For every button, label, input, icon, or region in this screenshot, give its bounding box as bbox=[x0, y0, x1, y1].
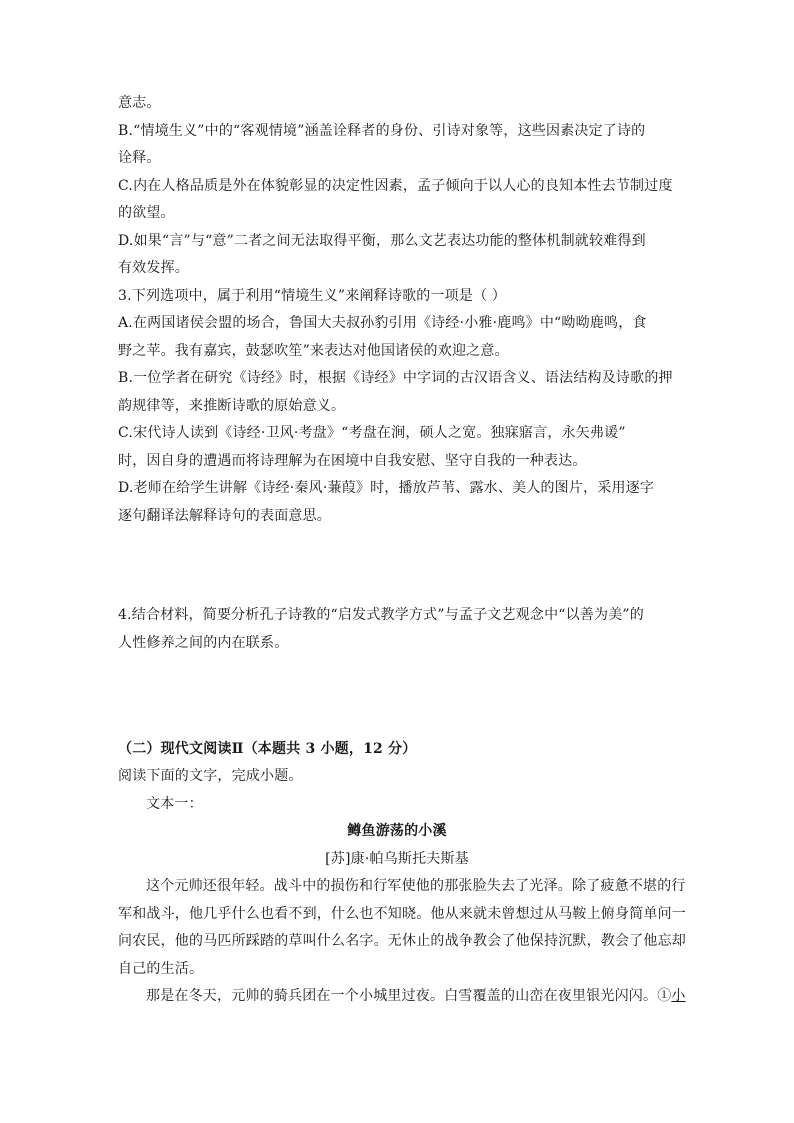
paragraph1-line4: 自己的生活。 bbox=[118, 961, 204, 977]
paragraph1-line2: 军和战斗，他几乎什么也看不到，什么也不知晓。他从来就未曾想过从马鞍上俯身简单问一 bbox=[118, 906, 686, 922]
paragraph1-line3: 问农民，他的马匹所踩踏的草叫什么名字。无休止的战争教会了他保持沉默，教会了他忘却 bbox=[118, 933, 686, 949]
q3-option-d-line2: 逐句翻译法解释诗句的表面意思。 bbox=[118, 508, 331, 524]
q3-option-a-line1: A.在两国诸侯会盟的场合，鲁国大夫叔孙豹引用《诗经·小雅·鹿鸣》中“呦呦鹿鸣，食 bbox=[118, 315, 647, 331]
q4-line2: 人性修养之间的内在联系。 bbox=[118, 635, 289, 651]
q3-option-a-line2: 野之苹。我有嘉宾，鼓瑟吹笙”来表达对他国诸侯的欢迎之意。 bbox=[118, 343, 509, 359]
q3-option-c-line1: C.宋代诗人读到《诗经·卫风·考盘》“考盘在涧，硕人之宽。独寐寤言，永矢弗谖” bbox=[118, 425, 626, 441]
q3-option-c-line2: 时，因自身的遭遇而将诗理解为在困境中自我安慰、坚守自我的一种表达。 bbox=[118, 453, 587, 469]
q3-option-b-line2: 韵规律等，来推断诗歌的原始意义。 bbox=[118, 398, 346, 414]
q2-option-b-line1: B.“情境生义”中的“客观情境”涵盖诠释者的身份、引诗对象等，这些因素决定了诗的 bbox=[118, 123, 646, 139]
q4-line1: 4.结合材料，简要分析孔子诗教的“启发式教学方式”与孟子文艺观念中“以善为美”的 bbox=[118, 607, 644, 623]
q2-option-a-end: 意志。 bbox=[118, 95, 161, 111]
section-instruction: 阅读下面的文字，完成小题。 bbox=[118, 768, 303, 784]
q3-option-d-line1: D.老师在给学生讲解《诗经·秦风·蒹葭》时，播放芦苇、露水、美人的图片，采用逐字 bbox=[118, 480, 655, 496]
paragraph2-line1 bbox=[146, 987, 686, 1005]
q3-option-b-line1: B.一位学者在研究《诗经》时，根据《诗经》中字词的古汉语含义、语法结构及诗歌的押 bbox=[118, 370, 673, 386]
section-heading: （二）现代文阅读Ⅱ（本题共 3 小题，12 分） bbox=[118, 741, 417, 757]
text-one-label: 文本一： bbox=[146, 796, 203, 812]
q2-option-d-line1: D.如果“言”与“意”二者之间无法取得平衡，那么文艺表达功能的整体机制就较难得到 bbox=[118, 233, 646, 249]
q2-option-c-line2: 的欲望。 bbox=[118, 205, 175, 221]
article-title: 鳟鱼游荡的小溪 bbox=[347, 823, 447, 839]
paragraph1-line1: 这个元帅还很年轻。战斗中的损伤和行军使他的那张脸失去了光泽。除了疲惫不堪的行 bbox=[146, 878, 686, 894]
paragraph2-line1-text: 那是在冬天，元帅的骑兵团在一个小城里过夜。白雪覆盖的山峦在夜里银光闪闪。① bbox=[146, 988, 672, 1004]
q2-option-c-line1: C.内在人格品质是外在体貌彰显的决定性因素，孟子倾向于以人心的良知本性去节制过度 bbox=[118, 178, 673, 194]
article-author: [苏]康·帕乌斯托夫斯基 bbox=[325, 851, 469, 867]
q3-stem: 3.下列选项中，属于利用“情境生义”来阐释诗歌的一项是（ ） bbox=[118, 288, 507, 304]
q2-option-b-line2: 诠释。 bbox=[118, 150, 161, 166]
paragraph2-underlined-text: 小 bbox=[671, 988, 686, 1004]
q2-option-d-line2: 有效发挥。 bbox=[118, 260, 189, 276]
